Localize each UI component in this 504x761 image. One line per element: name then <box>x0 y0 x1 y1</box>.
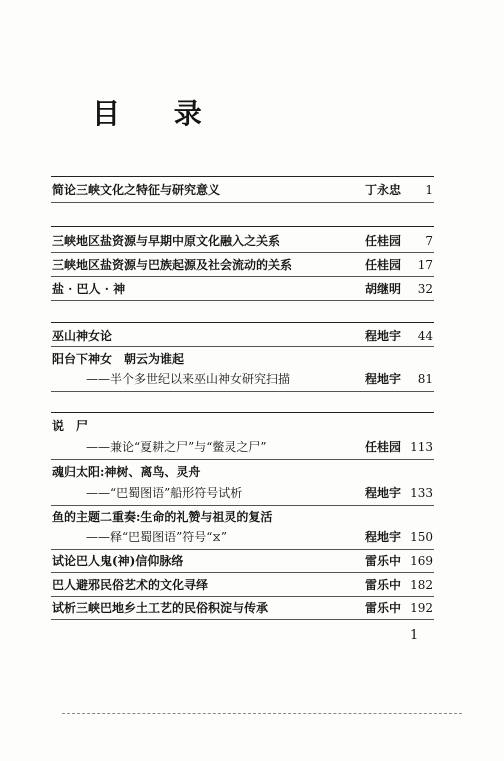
divider <box>51 176 434 177</box>
entry-page: 44 <box>417 329 433 343</box>
toc-entry[interactable] <box>52 180 433 200</box>
entry-title: 阳台下神女 朝云为谁起 <box>52 352 185 366</box>
toc-entry[interactable] <box>52 575 433 595</box>
entry-page: 182 <box>410 578 433 592</box>
entry-subtitle: ——半个多世纪以来巫山神女研究扫描 <box>86 372 291 386</box>
entry-subtitle: ——“巴蜀图语”船形符号试析 <box>86 486 243 500</box>
toc-entry[interactable] <box>52 598 433 618</box>
entry-title: 试论巴人鬼(神)信仰脉络 <box>52 554 184 568</box>
toc-entry-subtitle-line[interactable] <box>52 369 433 389</box>
divider <box>51 252 434 253</box>
entry-title: 三峡地区盐资源与早期中原文化融入之关系 <box>52 234 281 248</box>
divider <box>51 549 434 550</box>
toc-entry-subtitle-line[interactable] <box>52 437 433 457</box>
page-title: 目 录 <box>92 97 224 130</box>
entry-page: 192 <box>410 601 433 615</box>
entry-author: 丁永忠 <box>364 183 401 197</box>
entry-title: 魂归太阳:神树、离鸟、灵舟 <box>52 465 201 479</box>
entry-page: 113 <box>410 440 433 454</box>
entry-author: 程地宇 <box>364 486 401 500</box>
entry-author: 任桂园 <box>364 234 401 248</box>
toc-entry-title-line[interactable] <box>52 416 433 436</box>
divider <box>51 322 434 323</box>
entry-page: 133 <box>410 486 433 500</box>
toc-entry-subtitle-line[interactable] <box>52 527 433 547</box>
entry-author: 雷乐中 <box>364 578 401 592</box>
divider <box>51 596 434 597</box>
toc-entry[interactable] <box>52 279 433 299</box>
toc-entry[interactable] <box>52 326 433 346</box>
entry-title: 鱼的主题二重奏:生命的礼赞与祖灵的复活 <box>52 510 273 524</box>
entry-author: 程地宇 <box>364 372 401 386</box>
toc-entry-title-line[interactable] <box>52 462 433 482</box>
toc-entry-title-line[interactable] <box>52 507 433 527</box>
entry-title: 巫山神女论 <box>52 329 113 343</box>
divider <box>51 276 434 277</box>
entry-page: 150 <box>410 530 433 544</box>
divider <box>51 300 434 301</box>
entry-author: 雷乐中 <box>364 601 401 615</box>
entry-title: 巴人避邪民俗艺术的文化寻绎 <box>52 578 209 592</box>
divider <box>51 619 434 620</box>
entry-title: 试析三峡巴地乡土工艺的民俗积淀与传承 <box>52 601 269 615</box>
divider <box>51 346 434 347</box>
entry-author: 雷乐中 <box>364 554 401 568</box>
entry-subtitle: ——释“巴蜀图语”符号“⧖” <box>86 530 227 544</box>
entry-title: 盐 · 巴人 · 神 <box>52 282 126 296</box>
divider <box>51 226 434 227</box>
entry-page: 17 <box>417 258 433 272</box>
entry-author: 程地宇 <box>364 530 401 544</box>
entry-subtitle: ——兼论“夏耕之尸”与“鳖灵之尸” <box>86 440 267 454</box>
entry-page: 32 <box>417 282 433 296</box>
entry-page: 169 <box>410 554 433 568</box>
entry-author: 胡继明 <box>364 282 401 296</box>
entry-title: 说 尸 <box>52 419 89 433</box>
divider <box>51 391 434 392</box>
divider <box>51 412 434 413</box>
toc-entry[interactable] <box>52 231 433 251</box>
divider <box>51 202 434 203</box>
divider <box>51 572 434 573</box>
scan-edge-line <box>62 713 462 714</box>
entry-title: 三峡地区盐资源与巴族起源及社会流动的关系 <box>52 258 293 272</box>
entry-author: 程地宇 <box>364 329 401 343</box>
page-number: 1 <box>410 628 419 643</box>
toc-entry[interactable] <box>52 551 433 571</box>
entry-author: 任桂园 <box>364 440 401 454</box>
entry-author: 任桂园 <box>364 258 401 272</box>
toc-entry-subtitle-line[interactable] <box>52 483 433 503</box>
entry-page: 81 <box>417 372 433 386</box>
toc-entry-title-line[interactable] <box>52 349 433 369</box>
entry-page: 7 <box>425 234 433 248</box>
entry-page: 1 <box>425 183 433 197</box>
divider <box>51 459 434 460</box>
entry-title: 简论三峡文化之特征与研究意义 <box>52 183 221 197</box>
toc-entry[interactable] <box>52 255 433 275</box>
divider <box>51 505 434 506</box>
